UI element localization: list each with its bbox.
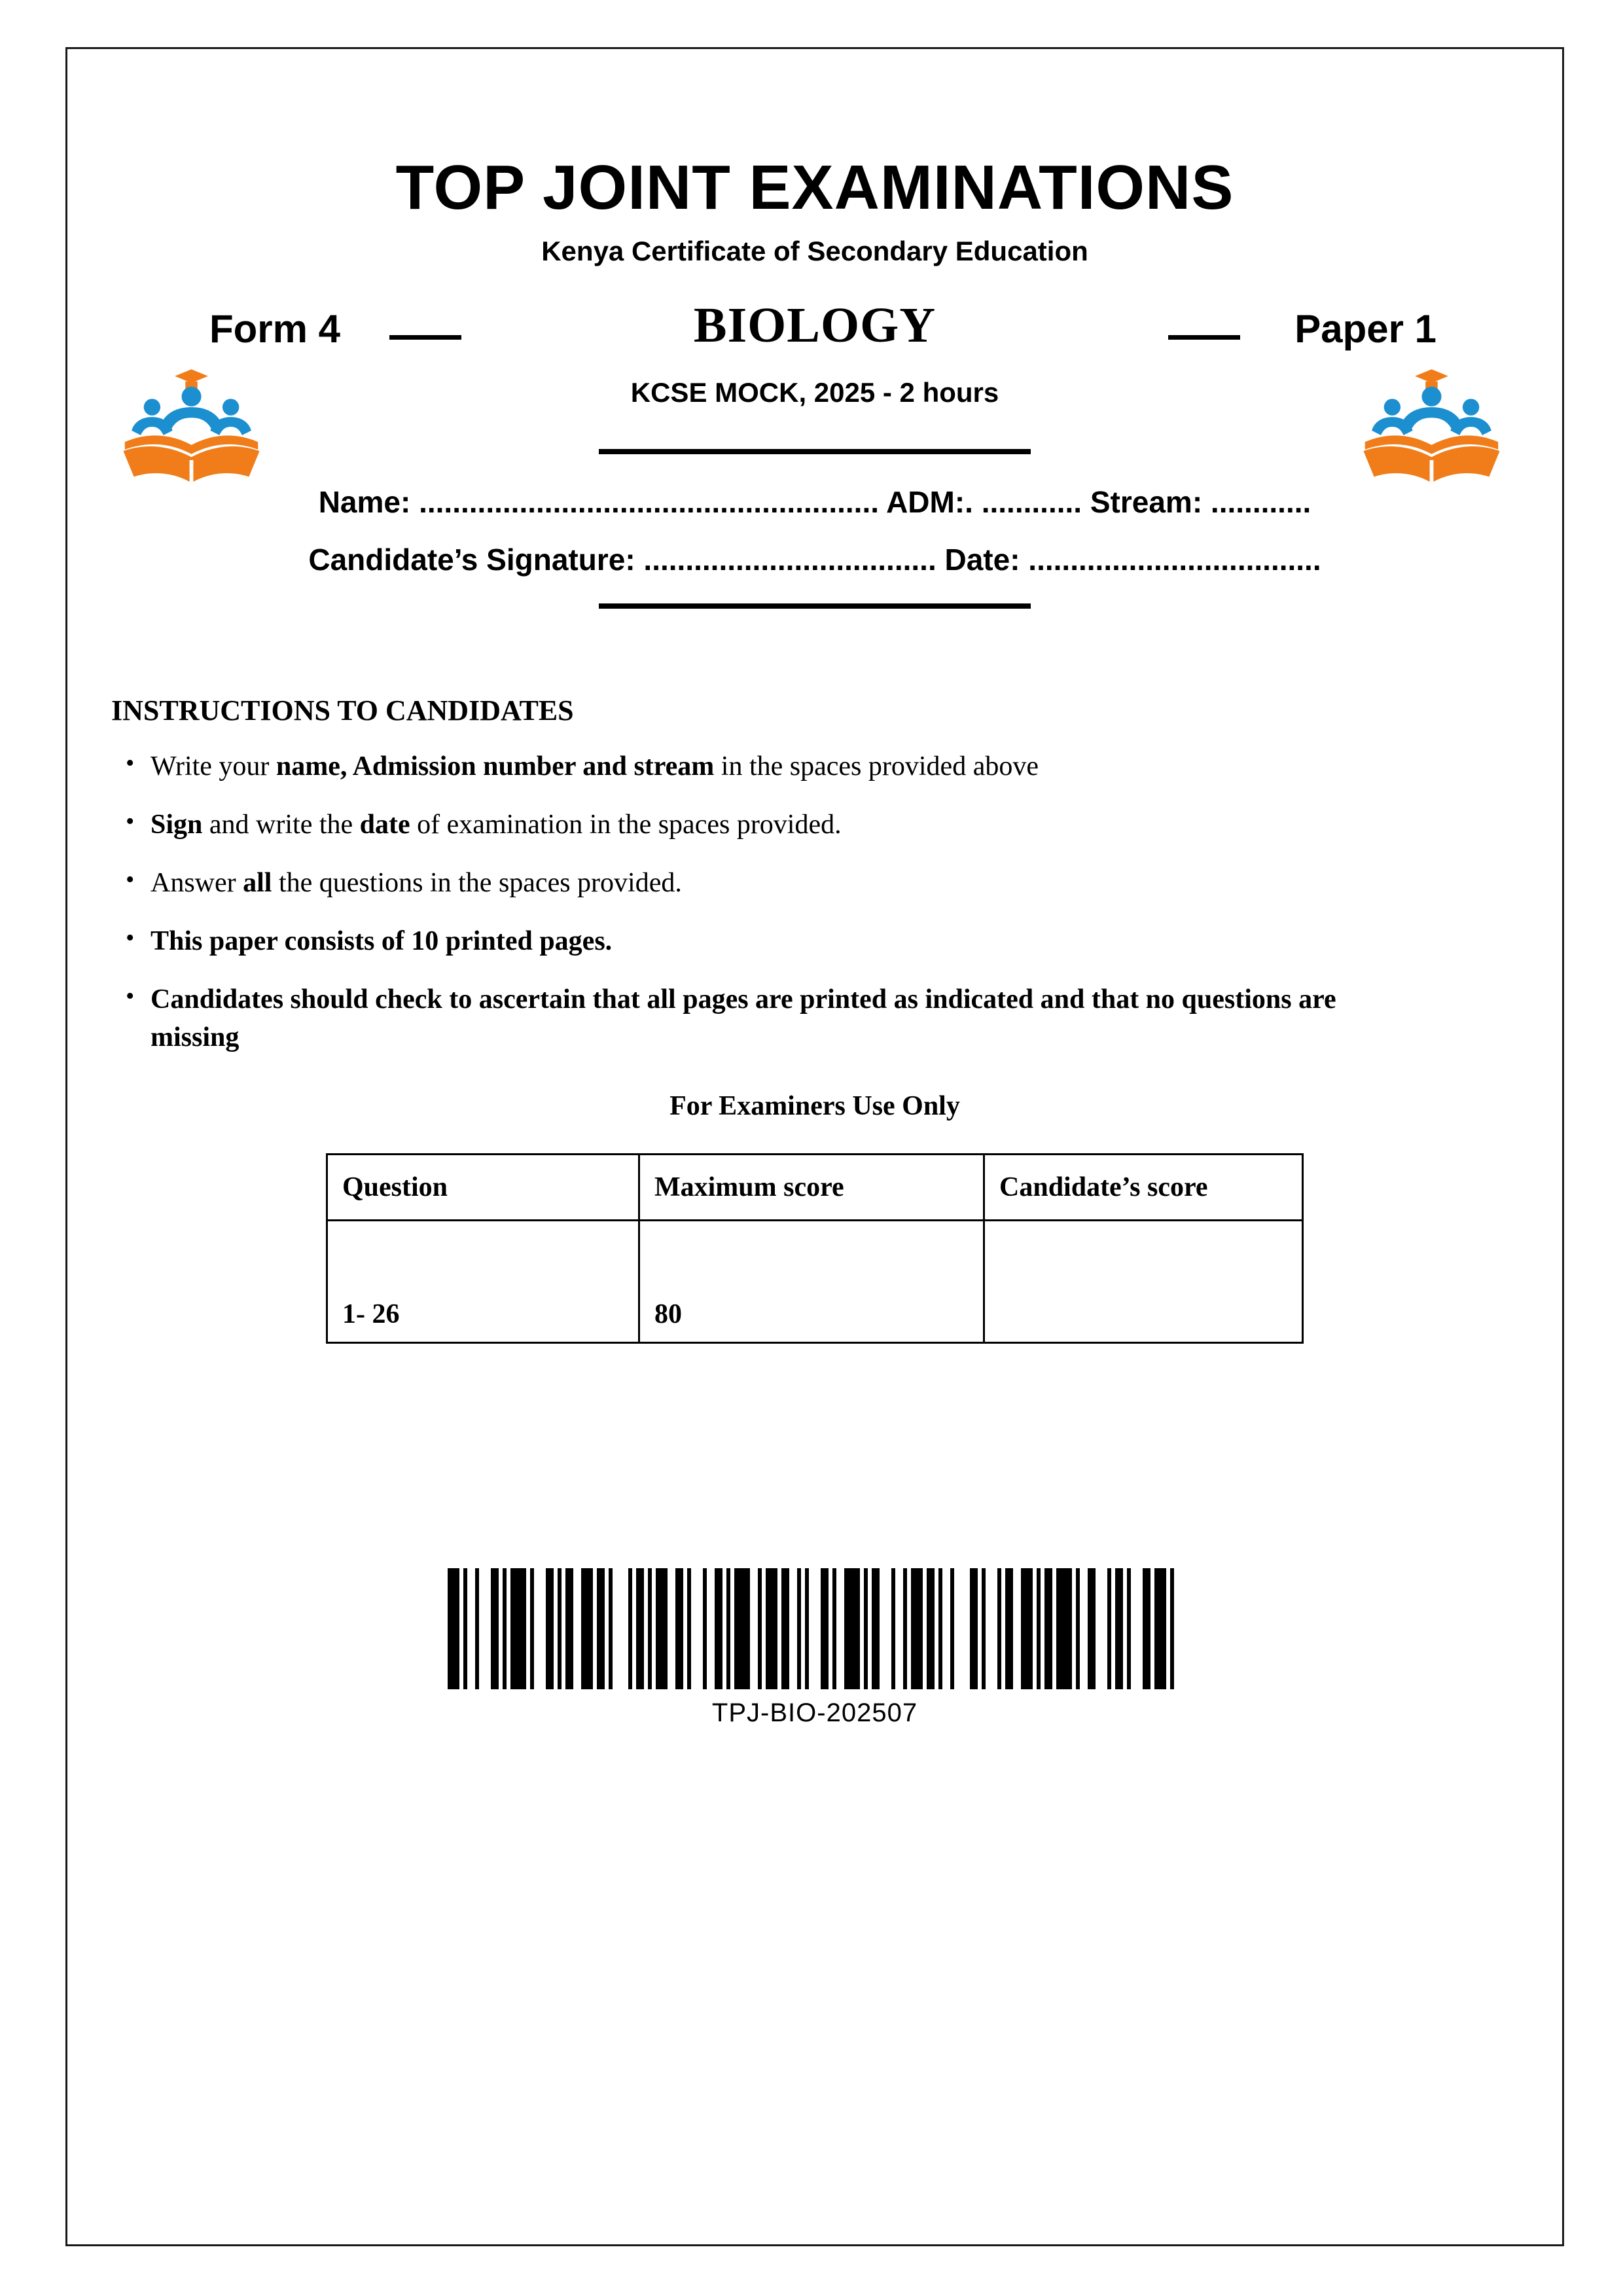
dash-right-decoration [1168,335,1240,340]
form-label: Form 4 [209,307,341,351]
subject-row [92,295,1538,373]
paper-label: Paper 1 [1294,307,1436,351]
divider-top [599,449,1031,454]
column-header-question: Question [327,1154,639,1220]
subject-title: BIOLOGY [693,298,936,353]
instruction-item-2: • Sign and write the date of examination in the spaces provided. [111,806,1427,844]
barcode-block [92,1560,1538,1728]
exam-subtitle: Kenya Certificate of Secondary Education [541,236,1088,266]
divider-bottom [599,603,1031,609]
exam-title: TOP JOINT EXAMINATIONS [395,152,1234,223]
exam-session-line: KCSE MOCK, 2025 - 2 hours [630,377,999,408]
barcode-icon [448,1568,1182,1689]
cell-question-range: 1- 26 [327,1220,639,1342]
table-header-row [327,1154,1303,1220]
instruction-item-4: • This paper consists of 10 printed pages. [111,923,1427,960]
examiners-use-title: For Examiners Use Only [669,1090,960,1121]
cell-maximum-score: 80 [639,1220,984,1342]
examiners-score-table [326,1153,1304,1344]
candidate-name-field-line[interactable]: Name: ....................................................... ADM:. ............ Stream: ............ [318,485,1311,519]
cell-candidate-score[interactable] [984,1220,1303,1342]
column-header-maximum-score: Maximum score [639,1154,984,1220]
instruction-item-1: • Write your name, Admission number and stream in the spaces provided above [111,748,1427,785]
instructions-heading: INSTRUCTIONS TO CANDIDATES [111,694,574,726]
instruction-item-5: • Candidates should check to ascertain that all pages are printed as indicated and that no questions are missing [111,981,1427,1056]
instruction-item-3: • Answer all the questions in the spaces provided. [111,865,1427,902]
table-row [327,1220,1303,1342]
candidate-signature-field-line[interactable]: Candidate’s Signature: ................................... Date: ................................... [308,543,1321,577]
barcode-label: TPJ-BIO-202507 [711,1698,918,1727]
column-header-candidate-score: Candidate’s score [984,1154,1303,1220]
instructions-list [92,748,1538,1056]
